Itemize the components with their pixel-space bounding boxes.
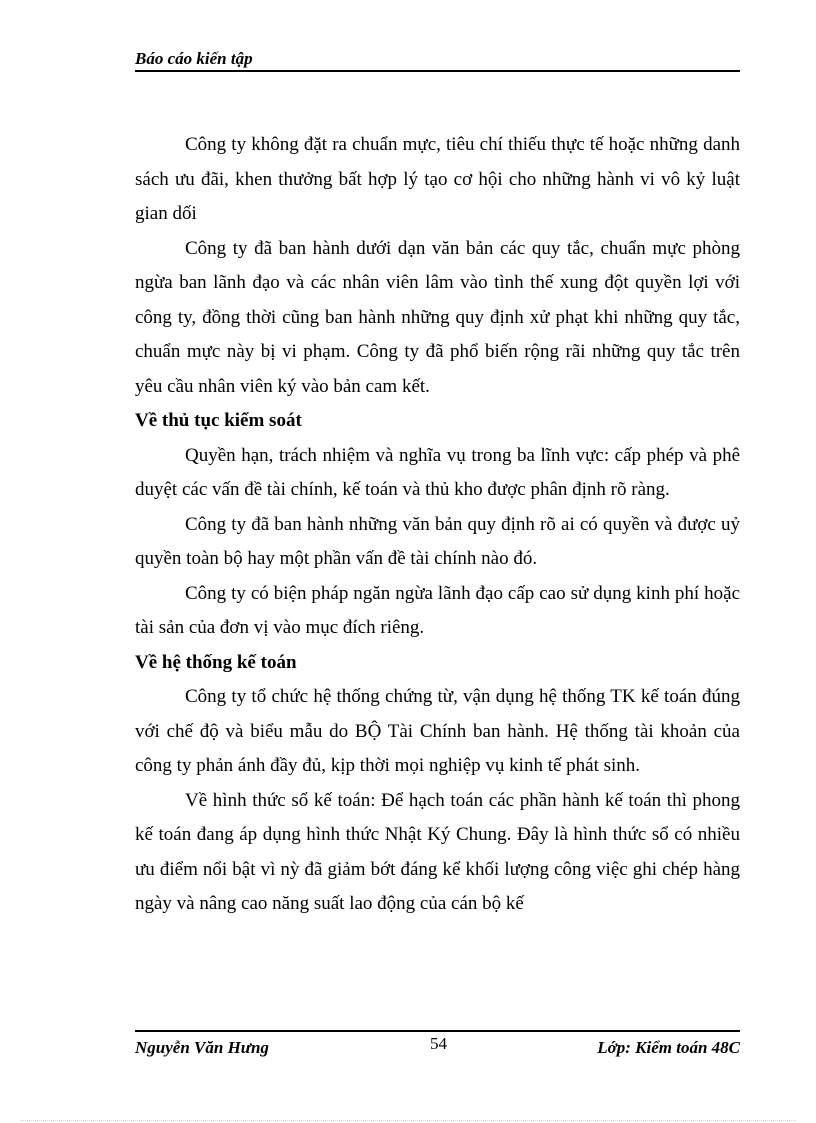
footer-author: Nguyễn Văn Hưng bbox=[135, 1038, 269, 1057]
page-header bbox=[135, 48, 740, 72]
footer-class: Lớp: Kiểm toán 48C bbox=[597, 1038, 740, 1057]
paragraph-6: Công ty tổ chức hệ thống chứng từ, vận dụng hệ thống TK kế toán đúng với chế độ và biểu mẫu do BỘ Tài Chính ban hành. Hệ thống tài khoản của công ty phản ánh đầy đủ, kịp thời mọi nghiệp vụ kinh tế phát sinh. bbox=[135, 686, 740, 776]
paragraph-5: Công ty có biện pháp ngăn ngừa lãnh đạo cấp cao sử dụng kinh phí hoặc tài sản của đơn vị vào mục đích riêng. bbox=[135, 582, 740, 638]
paragraph-2: Công ty đã ban hành dưới dạn văn bản các quy tắc, chuẩn mực phòng ngừa ban lãnh đạo và các nhân viên lâm vào tình thế xung đột quyền lợi với công ty, đồng thời cũng ban hành những quy định xử phạt khi những quy tắc, chuẩn mực này bị vi phạm. Công ty đã phổ biến rộng rãi những quy tắc trên yêu cầu nhân viên ký vào bản cam kết. bbox=[135, 237, 740, 397]
page-footer bbox=[135, 1030, 740, 1062]
paragraph-1: Công ty không đặt ra chuẩn mực, tiêu chí thiếu thực tế hoặc những danh sách ưu đãi, khen thưởng bất hợp lý tạo cơ hội cho những hành vi vô kỷ luật gian dối bbox=[135, 134, 740, 224]
page-bottom-divider bbox=[20, 1120, 796, 1121]
document-body bbox=[135, 128, 740, 922]
paragraph-3: Quyền hạn, trách nhiệm và nghĩa vụ trong ba lĩnh vực: cấp phép và phê duyệt các vấn đề tài chính, kế toán và thủ kho được phân định rõ ràng. bbox=[135, 444, 740, 500]
page-number: 54 bbox=[430, 1034, 447, 1053]
section-heading-control-procedures: Về thủ tục kiểm soát bbox=[135, 410, 302, 431]
section-heading-accounting-system: Về hệ thống kế toán bbox=[135, 651, 297, 673]
paragraph-4: Công ty đã ban hành những văn bản quy định rõ ai có quyền và được uỷ quyền toàn bộ hay một phần vấn đề tài chính nào đó. bbox=[135, 513, 740, 569]
paragraph-7: Về hình thức sổ kế toán: Để hạch toán các phần hành kế toán thì phong kế toán đang áp dụng hình thức Nhật Ký Chung. Đây là hình thức sổ có nhiều ưu điểm nổi bật vì nỳ đã giảm bớt đáng kể khối lượng công việc ghi chép hàng ngày và nâng cao năng suất lao động của cán bộ kế bbox=[135, 789, 740, 914]
header-title: Báo cáo kiến tập bbox=[135, 49, 253, 68]
